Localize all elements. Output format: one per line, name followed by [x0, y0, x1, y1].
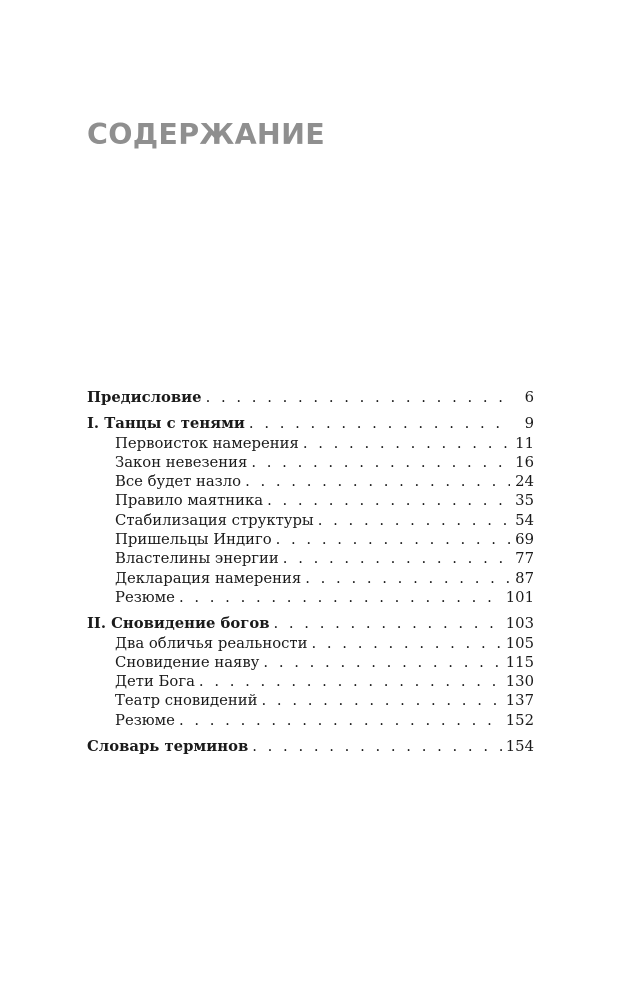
dot-leader — [311, 634, 501, 653]
dot-leader — [249, 414, 510, 433]
dot-leader — [273, 614, 501, 633]
toc-part-label: I. Танцы с тенями — [87, 415, 245, 433]
toc-page-number: 87 — [515, 569, 534, 587]
toc-page-number: 77 — [515, 550, 534, 568]
dot-leader — [305, 569, 510, 588]
toc-entry — [87, 691, 534, 710]
toc-page-number: 6 — [524, 389, 534, 406]
toc-page-number: 103 — [505, 615, 534, 633]
toc-page-number: 105 — [505, 634, 534, 652]
toc-page-number: 35 — [515, 492, 534, 510]
toc-entry-label: Все будет назло — [115, 473, 242, 491]
toc-entry — [87, 672, 534, 691]
toc-entry — [87, 711, 534, 730]
toc-entry-label: Первоисток намерения — [115, 434, 299, 452]
dot-leader — [303, 434, 510, 453]
toc-entry — [87, 491, 534, 510]
toc-part-2 — [87, 614, 534, 633]
toc-page-number: 115 — [505, 653, 534, 671]
toc-page-number: 69 — [515, 531, 534, 549]
toc-page-number: 130 — [505, 673, 534, 691]
toc-entry — [87, 530, 534, 549]
toc-entry-label: Резюме — [115, 711, 175, 729]
dot-leader — [179, 588, 502, 607]
toc-entry — [87, 472, 534, 491]
dot-leader — [245, 472, 510, 491]
dot-leader — [252, 737, 502, 756]
toc-entry-preface — [87, 388, 534, 407]
dot-leader — [283, 549, 510, 568]
dot-leader — [262, 691, 502, 710]
dot-leader — [179, 711, 502, 730]
dot-leader — [251, 453, 510, 472]
toc-entry-label: Стабилизация структуры — [115, 511, 314, 529]
toc-entry-label: Сновидение наяву — [115, 653, 260, 671]
toc-entry-label: Властелины энергии — [115, 550, 279, 568]
dot-leader — [199, 672, 502, 691]
toc-entry-label: Два обличья реальности — [115, 634, 308, 652]
toc-part-1 — [87, 414, 534, 433]
toc-entry-label: Правило маятника — [115, 492, 264, 510]
toc-entry — [87, 549, 534, 568]
dot-leader — [267, 491, 510, 510]
toc-entry-label: Декларация намерения — [115, 569, 302, 587]
toc-page-number: 16 — [515, 453, 534, 471]
page-title: СОДЕРЖАНИЕ — [87, 118, 325, 151]
dot-leader — [206, 388, 510, 407]
toc-page-number: 101 — [505, 588, 534, 606]
toc-page-number: 154 — [505, 738, 534, 756]
toc-entry — [87, 634, 534, 653]
toc-entry — [87, 653, 534, 672]
toc-entry — [87, 453, 534, 472]
toc-entry-label: Пришельцы Индиго — [115, 531, 272, 549]
toc-page-number: 137 — [505, 692, 534, 710]
dot-leader — [318, 511, 510, 530]
dot-leader — [263, 653, 501, 672]
toc-part-label: II. Сновидение богов — [87, 615, 270, 633]
toc-page-number: 24 — [515, 473, 534, 491]
toc-page-number: 54 — [515, 511, 534, 529]
toc-page-number: 11 — [515, 434, 534, 452]
toc-entry-label: Предисловие — [87, 389, 202, 406]
toc-entry-glossary — [87, 737, 534, 756]
toc-entry — [87, 434, 534, 453]
toc-entry-label: Словарь терминов — [87, 738, 249, 756]
toc-page-number: 9 — [524, 415, 534, 433]
toc-entry — [87, 588, 534, 607]
toc-page-number: 152 — [505, 711, 534, 729]
toc-entry-label: Дети Бога — [115, 673, 195, 691]
dot-leader — [276, 530, 510, 549]
toc-entry — [87, 511, 534, 530]
toc-entry-label: Закон невезения — [115, 453, 248, 471]
table-of-contents — [87, 388, 534, 756]
toc-entry-label: Театр сновидений — [115, 692, 258, 710]
toc-entry — [87, 569, 534, 588]
toc-entry-label: Резюме — [115, 588, 175, 606]
